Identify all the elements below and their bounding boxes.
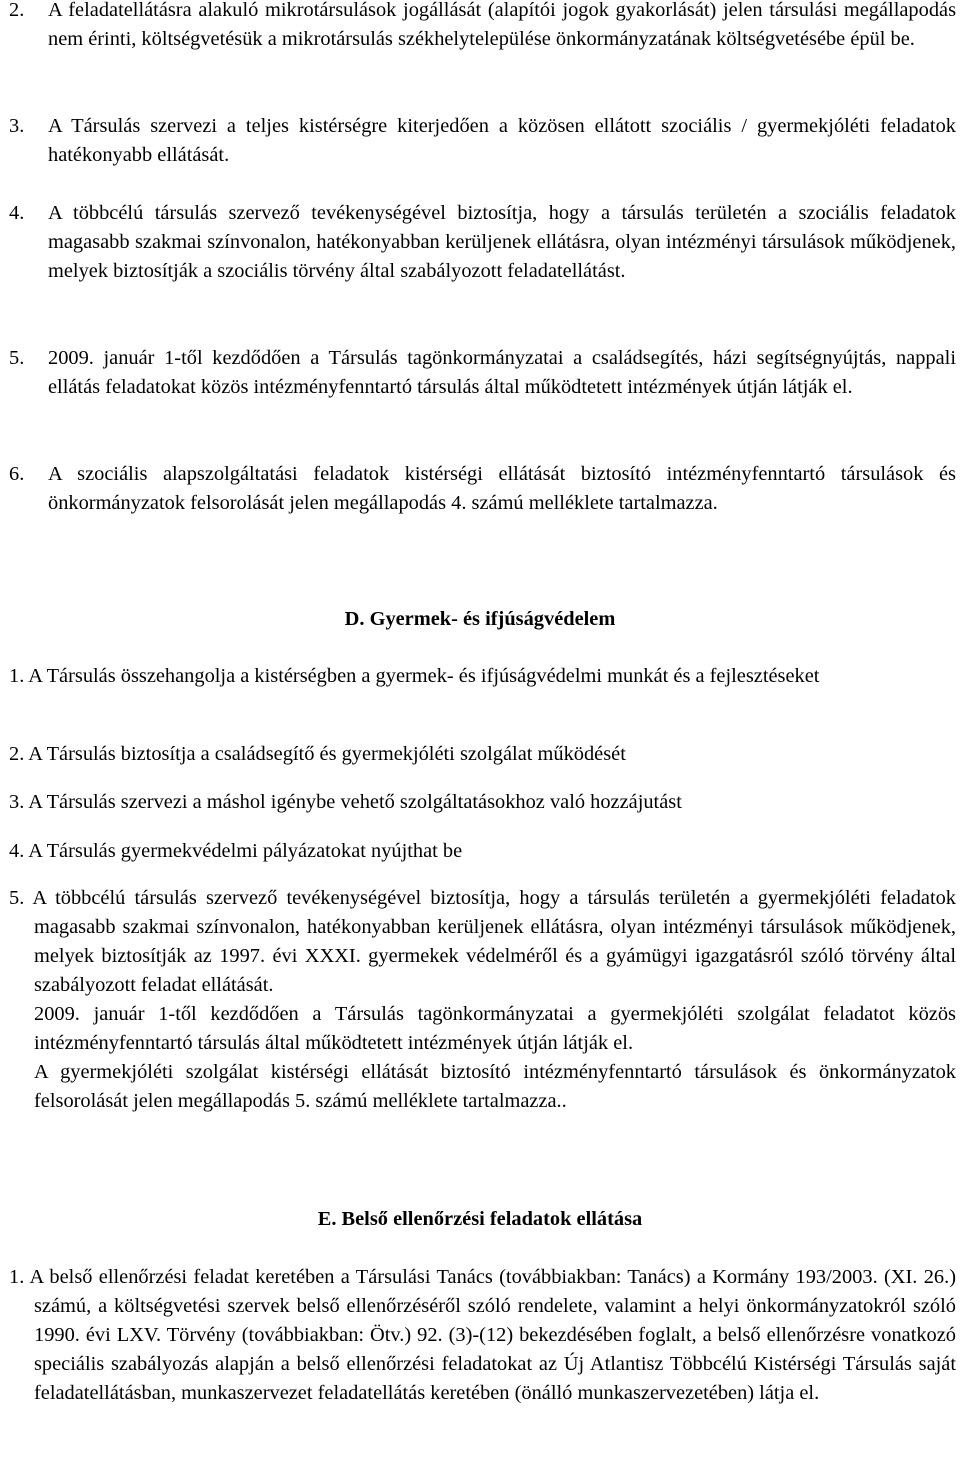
section-d-item-3 xyxy=(9,788,956,817)
section-d-item-4 xyxy=(9,837,956,866)
item-text: 5. A többcélú társulás szervező tevékenységével biztosítja, hogy a társulás területén a gyermekjóléti feladatok magasabb szakmai színvonalon, hatékonyabban kerüljenek ellátásra, olyan intézményi társulások működjenek, melyek biztosítják az 1997. évi XXXI. gyermekek védelméről és a gyámügyi igazgatásról szóló törvény által szabályozott feladat ellátását. xyxy=(9,887,956,996)
item-text: 2. A Társulás biztosítja a családsegítő és gyermekjóléti szolgálat működését xyxy=(9,743,626,765)
para-number: 4. xyxy=(9,202,25,224)
para-2 xyxy=(9,0,956,54)
item-text: 1. A Társulás összehangolja a kistérségben a gyermek- és ifjúságvédelmi munkát és a fejlesztéseket xyxy=(9,665,820,687)
para-4 xyxy=(9,199,956,286)
para-text: A többcélú társulás szervező tevékenységével biztosítja, hogy a társulás területén a szociális feladatok magasabb szakmai színvonalon, hatékonyabban kerüljenek ellátásra, olyan intézményi társulások működjenek, melyek biztosítják a szociális törvény által szabályozott feladatellátást. xyxy=(48,202,956,282)
para-text: A feladatellátásra alakuló mikrotársulások jogállását (alapítói jogok gyakorlását) jelen társulási megállapodás nem érinti, költségvetésük a mikrotársulás székhelytelepülése önkormányzatának költségvetésébe épül be. xyxy=(48,0,956,50)
section-e-heading: E. Belső ellenőrzési feladatok ellátása xyxy=(317,1208,643,1230)
section-d-item-5 xyxy=(9,884,956,1116)
section-d-heading: D. Gyermek- és ifjúságvédelem xyxy=(344,608,616,630)
item-text-cont-1: 2009. január 1-től kezdődően a Társulás tagönkormányzatai a gyermekjóléti szolgálat feladatot közös intézményfenntartó társulás által működtetett intézmények útján látják el. xyxy=(34,1003,956,1054)
para-number: 3. xyxy=(9,115,25,137)
item-text: 1. A belső ellenőrzési feladat keretében a Társulási Tanács (továbbiakban: Tanács) a Kormány 193/2003. (XI. 26.) számú, a költségvetési szervek belső ellenőrzéséről szóló rendelete, valamint a helyi önkormányzatokról szóló 1990. évi LXV. Törvény (továbbiakban: Ötv.) 92. (3)-(12) bekezdésében foglalt, a belső ellenőrzésre vonatkozó speciális szabályozás alapján a belső ellenőrzési feladatokat az Új Atlantisz Többcélú Kistérségi Társulás saját feladatellátásban, munkaszervezet feladatellátás keretében (önálló munkaszervezetében) látja el. xyxy=(9,1266,956,1404)
para-number: 2. xyxy=(9,0,25,21)
section-e-item-1 xyxy=(9,1263,956,1408)
item-text: 4. A Társulás gyermekvédelmi pályázatokat nyújthat be xyxy=(9,840,463,862)
para-5 xyxy=(9,344,956,402)
item-text-cont-2: A gyermekjóléti szolgálat kistérségi ellátását biztosító intézményfenntartó társulások és önkormányzatok felsorolását jelen megállapodás 5. számú melléklete tartalmazza.. xyxy=(34,1061,956,1112)
para-text: A szociális alapszolgáltatási feladatok kistérségi ellátását biztosító intézményfenntartó társulások és önkormányzatok felsorolását jelen megállapodás 4. számú melléklete tartalmazza. xyxy=(48,463,956,514)
para-text: A Társulás szervezi a teljes kistérségre kiterjedően a közösen ellátott szociális / gyermekjóléti feladatok hatékonyabb ellátását. xyxy=(48,115,956,166)
section-d-item-2 xyxy=(9,740,956,769)
para-number: 5. xyxy=(9,347,25,369)
section-d-item-1 xyxy=(9,662,956,691)
para-number: 6. xyxy=(9,463,25,485)
item-text: 3. A Társulás szervezi a máshol igénybe vehető szolgáltatásokhoz való hozzájutást xyxy=(9,791,682,813)
para-3 xyxy=(9,112,956,170)
para-text: 2009. január 1-től kezdődően a Társulás tagönkormányzatai a családsegítés, házi segítségnyújtás, nappali ellátás feladatokat közös intézményfenntartó társulás által működtetett intézmények útján látják el. xyxy=(48,347,956,398)
para-6 xyxy=(9,460,956,518)
